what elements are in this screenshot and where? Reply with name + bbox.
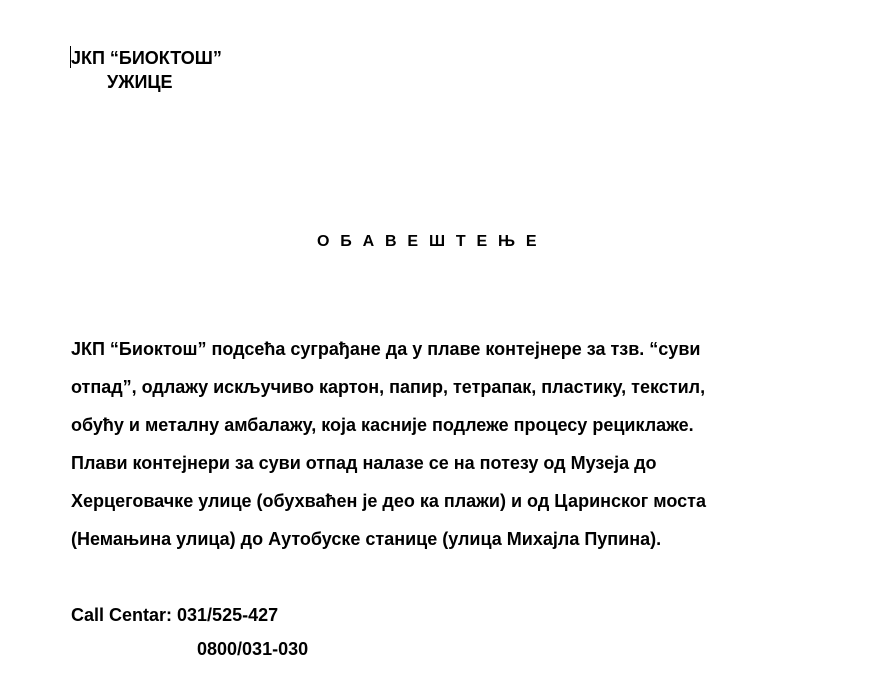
call-center-second-number: 0800/031-030 (197, 639, 309, 659)
body-line: Херцеговачке улице (обухваћен је део ка плажи) и од Царинског моста (71, 491, 706, 511)
notice-title: О Б А В Е Ш Т Е Њ Е (317, 233, 540, 250)
notice-body (71, 330, 851, 558)
document-header (71, 46, 222, 94)
body-line: ЈКП “Биоктош” подсећа суграђане да у плаве контејнере за тзв. “суви (71, 339, 701, 359)
body-line: Плави контејнери за суви отпад налазе се на потезу од Музеја до (71, 453, 657, 473)
organization-name: ЈКП “БИОКТОШ” (71, 48, 222, 68)
contact-block (71, 603, 308, 661)
body-line: отпад”, одлажу искључиво картон, папир, тетрапак, пластику, текстил, (71, 377, 706, 397)
call-center-line: Call Centar: 031/525-427 (71, 605, 279, 625)
body-line: (Немањина улица) до Аутобуске станице (улица Михајла Пупина). (71, 529, 662, 549)
body-line: обућу и металну амбалажу, која касније подлеже процесу рециклаже. (71, 415, 694, 435)
organization-city: УЖИЦЕ (107, 72, 173, 92)
